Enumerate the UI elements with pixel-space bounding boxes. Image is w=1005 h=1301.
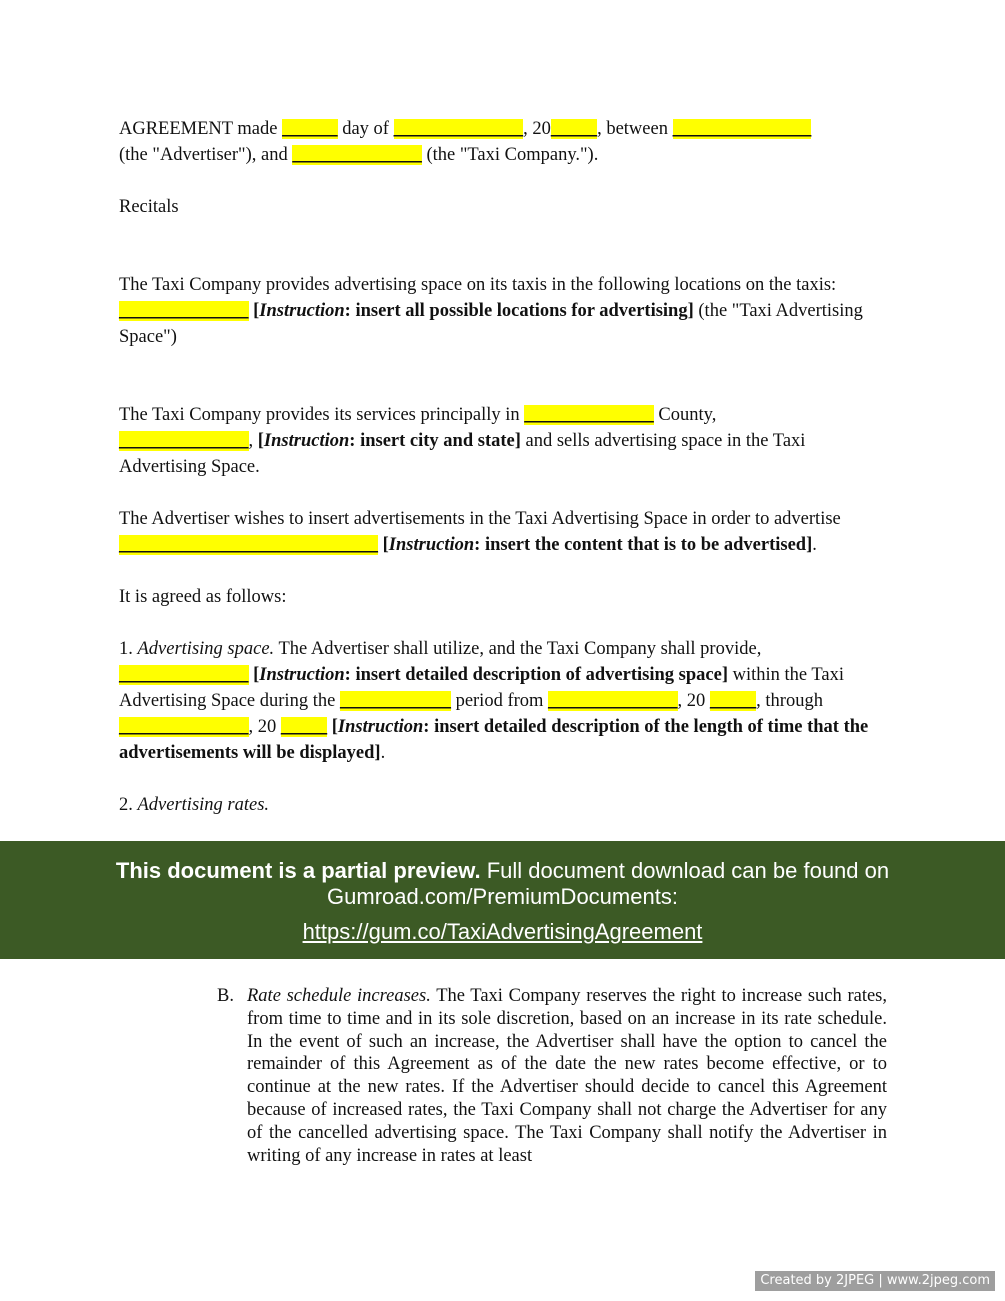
text: , through	[756, 691, 823, 711]
recital-services	[119, 402, 889, 480]
text: The Taxi Company provides advertising space on its taxis in the following locations on the taxis:	[119, 275, 837, 295]
text: County,	[653, 405, 717, 425]
instruction-label: Instruction	[337, 717, 424, 737]
instruction-text: : insert city and state]	[349, 431, 521, 451]
text: (the "Taxi Company.").	[421, 145, 599, 165]
recital-advertise	[119, 506, 889, 558]
text: [	[327, 717, 338, 737]
blank-county: ______________	[524, 405, 654, 425]
section-title: Advertising rates.	[137, 795, 270, 814]
blank-from-date: ______________	[548, 691, 678, 711]
text: [	[378, 535, 389, 555]
watermark-footer: Created by 2JPEG | www.2jpeg.com	[755, 1271, 995, 1291]
blank-year: _____	[550, 119, 598, 139]
text: (the "Taxi Advertising Space")	[119, 301, 863, 347]
text: The Taxi Company provides its services principally in	[119, 405, 525, 425]
recitals-heading: Recitals	[119, 197, 179, 217]
blank-taxi-company: ______________	[292, 145, 422, 165]
text: [	[248, 301, 260, 321]
blank-city: ______________	[119, 431, 249, 451]
banner-text: Full document download can be found on Gumroad.com/PremiumDocuments:	[327, 858, 890, 909]
text: The Advertiser shall utilize, and the Taxi Company shall provide,	[274, 639, 762, 659]
agreed-heading: It is agreed as follows:	[119, 587, 287, 607]
text: [	[257, 431, 264, 451]
list-item-b	[217, 985, 887, 1167]
text: , between	[597, 119, 673, 139]
text: The Advertiser wishes to insert advertisements in the Taxi Advertising Space in order to advertise	[119, 509, 841, 529]
blank-locations: ______________	[119, 301, 249, 321]
text: AGREEMENT made	[119, 119, 283, 139]
blank-day: ______	[282, 119, 338, 139]
instruction-text: : insert detailed description of advertising space]	[344, 665, 728, 685]
section-title: Advertising space.	[137, 639, 275, 659]
blank-period: ____________	[339, 691, 451, 711]
text: [	[248, 665, 260, 685]
blank-space-description: ______________	[119, 665, 249, 685]
text: period from	[450, 691, 549, 711]
blank-through-year: _____	[280, 717, 328, 737]
instruction-label: Instruction	[259, 665, 345, 685]
blank-from-year: _____	[709, 691, 757, 711]
text: .	[380, 743, 386, 763]
instruction-label: Instruction	[259, 301, 345, 321]
agreement-intro	[119, 116, 889, 168]
list-item-body	[247, 985, 887, 1167]
download-link[interactable]: https://gum.co/TaxiAdvertisingAgreement	[302, 919, 703, 944]
instruction-text: : insert detailed description of the length of time that the advertisements will be displayed]	[119, 717, 869, 763]
text: (the "Advertiser"), and	[119, 145, 293, 165]
blank-through-date: ______________	[119, 717, 249, 737]
instruction-text: : insert all possible locations for advertising]	[344, 301, 694, 321]
document-body	[119, 116, 889, 814]
blank-advertiser: _______________	[672, 119, 812, 139]
text: , 20	[248, 717, 281, 737]
text: , 20	[677, 691, 710, 711]
section-advertising-space	[119, 636, 889, 766]
banner-bold-text: This document is a partial preview.	[115, 858, 481, 883]
instruction-text: : insert the content that is to be advertised]	[474, 535, 813, 555]
text: ,	[248, 431, 258, 451]
blank-content: ____________________________	[119, 535, 378, 555]
instruction-label: Instruction	[263, 431, 350, 451]
item-text: The Taxi Company reserves the right to increase such rates, from time to time and in its sole discretion, based on an increase in its rate schedule. In the event of such an increase, the Advertiser shall have the option to cancel the remainder of this Agreement as of the date the new rates become effective, or to continue at the new rates. If the Advertiser should decide to cancel this Agreement because of increased rates, the Taxi Company shall not charge the Advertiser for any of the cancelled advertising space. The Taxi Company shall notify the Advertiser in writing of any increase in rates at least	[247, 986, 887, 1166]
section-advertising-rates	[119, 792, 889, 814]
blank-month: ______________	[393, 119, 524, 139]
text: within the Taxi Advertising Space during the	[119, 665, 845, 711]
section-number: 1.	[119, 639, 138, 659]
list-marker: B.	[217, 986, 234, 1006]
text: and sells advertising space in the Taxi Advertising Space.	[119, 431, 806, 477]
preview-banner	[0, 841, 1005, 959]
section-number: 2.	[119, 795, 138, 814]
instruction-label: Instruction	[388, 535, 475, 555]
recital-locations	[119, 272, 889, 350]
banner-message	[0, 858, 1005, 910]
item-title: Rate schedule increases.	[247, 986, 431, 1006]
text: , 20	[523, 119, 551, 139]
text: .	[812, 535, 817, 555]
text: day of	[337, 119, 394, 139]
